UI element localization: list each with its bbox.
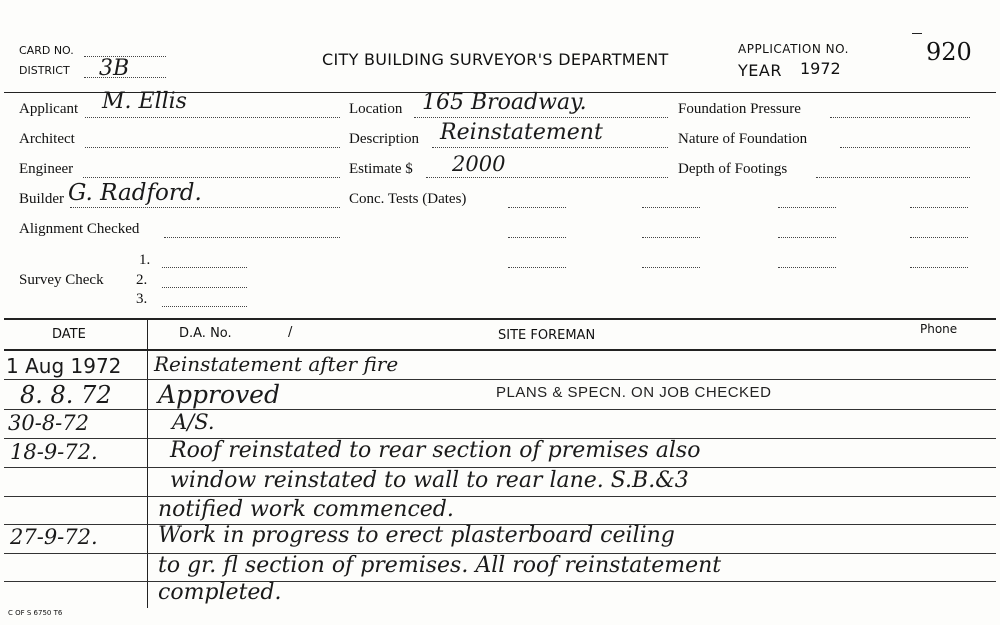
conc-line-3b xyxy=(642,267,700,268)
depth-footings-line xyxy=(816,177,970,178)
description-value: Reinstatement xyxy=(440,120,603,145)
conc-line-3c xyxy=(778,267,836,268)
conc-line-2c xyxy=(778,237,836,238)
conc-line-1a xyxy=(508,207,566,208)
entry-text: to gr. fl section of premises. All roof reinstatement xyxy=(158,553,722,578)
survey-check-label: Survey Check xyxy=(19,272,104,288)
survey-item-1: 1. xyxy=(139,252,151,268)
entry-date: 27-9-72. xyxy=(10,525,98,549)
foundation-pressure-line xyxy=(830,117,970,118)
entry-text: window reinstated to wall to rear lane. S.B.&3 xyxy=(170,468,689,493)
nature-foundation-line xyxy=(840,147,970,148)
entry-text: completed. xyxy=(158,580,282,605)
architect-label: Architect xyxy=(19,131,75,147)
entry-text: Roof reinstated to rear section of premises also xyxy=(170,438,701,463)
log-header-border xyxy=(4,349,996,351)
applicant-line xyxy=(85,117,340,118)
date-header: DATE xyxy=(52,327,86,342)
date-column-divider xyxy=(147,318,148,608)
conc-line-2b xyxy=(642,237,700,238)
plans-checked-stamp: PLANS & SPECN. ON JOB CHECKED xyxy=(496,384,772,401)
entry-date: 1 Aug 1972 xyxy=(6,354,122,378)
engineer-label: Engineer xyxy=(19,161,74,177)
district-value: 3B xyxy=(99,56,130,81)
nature-foundation-label: Nature of Foundation xyxy=(678,131,808,147)
builder-value: G. Radford. xyxy=(68,180,202,206)
location-label: Location xyxy=(349,101,403,117)
architect-line xyxy=(85,147,340,148)
survey-item-2: 2. xyxy=(136,272,148,288)
conc-line-3a xyxy=(508,267,566,268)
builder-line xyxy=(70,207,340,208)
entry-text: A/S. xyxy=(172,410,215,434)
survey-item-3: 3. xyxy=(136,291,148,307)
application-no-label: APPLICATION NO. xyxy=(738,42,849,56)
applicant-label: Applicant xyxy=(19,101,79,117)
entry-text: Work in progress to erect plasterboard ceiling xyxy=(158,523,675,548)
district-label: DISTRICT xyxy=(19,64,70,77)
entry-text: Approved xyxy=(158,380,280,409)
conc-line-1b xyxy=(642,207,700,208)
conc-line-1d xyxy=(910,207,968,208)
conc-line-3d xyxy=(910,267,968,268)
department-title: CITY BUILDING SURVEYOR'S DEPARTMENT xyxy=(322,50,669,69)
card-no-label: CARD NO. xyxy=(19,44,74,57)
survey-line-3 xyxy=(162,306,247,307)
alignment-line xyxy=(164,237,340,238)
application-no-dash xyxy=(912,33,922,34)
year-label: YEAR xyxy=(738,61,782,80)
survey-line-1 xyxy=(162,267,247,268)
entry-date: 30-8-72 xyxy=(8,411,89,435)
builder-label: Builder xyxy=(19,191,64,207)
da-slash: / xyxy=(288,325,293,340)
estimate-line xyxy=(426,177,668,178)
log-rule xyxy=(4,409,996,410)
year-value: 1972 xyxy=(800,59,841,78)
description-label: Description xyxy=(349,131,419,147)
depth-footings-label: Depth of Footings xyxy=(678,161,788,177)
entry-date: 8. 8. 72 xyxy=(20,381,112,409)
entry-text: notified work commenced. xyxy=(158,497,454,522)
log-rule xyxy=(4,379,996,380)
log-top-border xyxy=(4,318,996,320)
conc-line-1c xyxy=(778,207,836,208)
district-line xyxy=(84,77,166,78)
location-value: 165 Broadway. xyxy=(422,90,587,115)
survey-line-2 xyxy=(162,287,247,288)
conc-line-2a xyxy=(508,237,566,238)
phone-header: Phone xyxy=(920,322,958,336)
estimate-value: 2000 xyxy=(452,152,506,176)
entry-date: 18-9-72. xyxy=(10,440,98,464)
form-code: C OF S 6750 T6 xyxy=(8,609,63,617)
site-foreman-header: SITE FOREMAN xyxy=(498,328,596,343)
da-no-header: D.A. No. xyxy=(179,326,232,341)
log-rule xyxy=(4,496,996,497)
conc-tests-label: Conc. Tests (Dates) xyxy=(349,191,467,207)
application-no-value: 920 xyxy=(926,38,972,66)
applicant-value: M. Ellis xyxy=(102,89,187,114)
entry-text: Reinstatement after fire xyxy=(154,352,399,376)
description-line xyxy=(432,147,668,148)
alignment-label: Alignment Checked xyxy=(19,221,140,237)
foundation-pressure-label: Foundation Pressure xyxy=(678,101,801,117)
log-rule xyxy=(4,581,996,582)
engineer-line xyxy=(83,177,340,178)
conc-line-2d xyxy=(910,237,968,238)
estimate-label: Estimate $ xyxy=(349,161,413,177)
location-line xyxy=(414,117,668,118)
